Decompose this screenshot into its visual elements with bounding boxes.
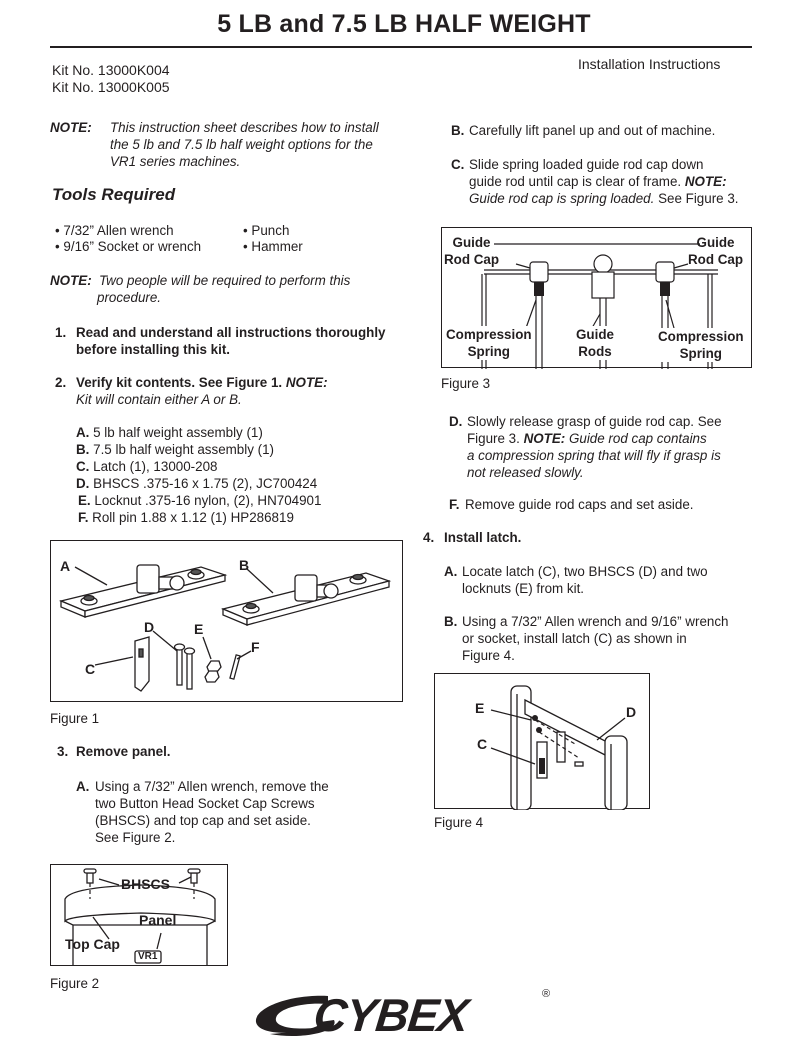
- step3-c-letter: C.: [451, 157, 465, 172]
- note1-line: VR1 series machines.: [110, 154, 241, 169]
- content-item: E. Locknut .375-16 nylon, (2), HN704901: [78, 493, 322, 508]
- registered-mark: ®: [542, 988, 551, 1000]
- fig3-label-guide-rods: Guide Rods: [576, 327, 614, 359]
- step3-d-line: a compression spring that will fly if grasp is: [467, 448, 721, 463]
- figure-1-caption: Figure 1: [50, 711, 100, 726]
- note2-line: procedure.: [97, 290, 162, 305]
- fig3-label-guide-rod-cap-right: Guide Rod Cap: [688, 235, 744, 267]
- step1-line: before installing this kit.: [76, 342, 231, 357]
- figure-1: [50, 540, 403, 702]
- fig2-label-top-cap: Top Cap: [65, 936, 120, 952]
- fig4-label-e: E: [475, 700, 485, 716]
- page-title: 5 LB and 7.5 LB HALF WEIGHT: [217, 10, 591, 38]
- content-item: D. BHSCS .375-16 x 1.75 (2), JC700424: [76, 476, 318, 491]
- step3-c-line: Slide spring loaded guide rod cap down: [469, 157, 704, 172]
- fig4-label-d: D: [626, 704, 637, 720]
- cybex-logo: [250, 988, 560, 1042]
- fig1-label-e: E: [194, 621, 204, 637]
- step4-a-line: Locate latch (C), two BHSCS (D) and two: [462, 564, 708, 579]
- step3-b-letter: B.: [451, 123, 465, 138]
- step3-d-line: not released slowly.: [467, 465, 584, 480]
- step3-a-line: Using a 7/32” Allen wrench, remove the: [95, 779, 329, 794]
- content-item: B. 7.5 lb half weight assembly (1): [76, 442, 274, 457]
- step1-line: Read and understand all instructions thoroughly: [76, 325, 386, 340]
- fig1-label-d: D: [144, 619, 155, 635]
- step3-a-line: (BHSCS) and top cap and set aside.: [95, 813, 311, 828]
- step4-text: Install latch.: [444, 530, 522, 545]
- kit-number-2: Kit No. 13000K005: [52, 79, 170, 95]
- note1-label: NOTE:: [50, 120, 92, 135]
- title-rule: [50, 46, 752, 48]
- step3-a-letter: A.: [76, 779, 90, 794]
- note2-line: Two people will be required to perform this: [99, 273, 351, 288]
- fig1-label-a: A: [60, 558, 71, 574]
- fig1-label-f: F: [251, 639, 260, 655]
- doc-type: Installation Instructions: [578, 56, 721, 72]
- step3-a-line: two Button Head Socket Cap Screws: [95, 796, 315, 811]
- figure-3: [441, 227, 752, 368]
- step2-number: 2.: [55, 375, 67, 390]
- step3-number: 3.: [57, 744, 69, 759]
- figure-2-caption: Figure 2: [50, 976, 100, 991]
- note2-label: NOTE:: [50, 273, 92, 288]
- brand-name: CYBEX: [311, 989, 471, 1041]
- fig2-label-bhscs: BHSCS: [121, 876, 171, 892]
- step4-number: 4.: [423, 530, 435, 545]
- step3-text: Remove panel.: [76, 744, 171, 759]
- figure-3-caption: Figure 3: [441, 376, 491, 391]
- figure-4: [434, 673, 650, 809]
- figure-4-caption: Figure 4: [434, 815, 484, 830]
- fig2-vr1-badge: VR1: [138, 951, 158, 962]
- fig3-label-compression-spring-left: Compression Spring: [446, 327, 532, 359]
- step3-f-letter: F.: [449, 497, 460, 512]
- step3-a-line: See Figure 2.: [95, 830, 176, 845]
- fig1-label-b: B: [239, 557, 250, 573]
- fig3-label-guide-rod-cap-left: Guide Rod Cap: [444, 235, 500, 267]
- kit-number-1: Kit No. 13000K004: [52, 62, 170, 78]
- step3-d-letter: D.: [449, 414, 463, 429]
- content-item: F. Roll pin 1.88 x 1.12 (1) HP286819: [78, 510, 294, 525]
- figure-1-illustration: [51, 541, 404, 703]
- step2-italic: Kit will contain either A or B.: [76, 392, 242, 407]
- step3-f-text: Remove guide rod caps and set aside.: [465, 497, 694, 512]
- step3-c-line: guide rod until cap is clear of frame. NOTE:: [469, 174, 727, 189]
- tool-item: • Punch: [243, 223, 290, 238]
- step2-text: Verify kit contents. See Figure 1. NOTE:: [76, 375, 328, 390]
- step4-b-line: or socket, install latch (C) as shown in: [462, 631, 687, 646]
- tool-item: • Hammer: [243, 239, 303, 254]
- fig1-label-c: C: [85, 661, 96, 677]
- step4-b-letter: B.: [444, 614, 458, 629]
- content-item: C. Latch (1), 13000-208: [76, 459, 218, 474]
- step3-d-line: Slowly release grasp of guide rod cap. See: [467, 414, 722, 429]
- note1-line: This instruction sheet describes how to install: [110, 120, 379, 135]
- step3-b-text: Carefully lift panel up and out of machine.: [469, 123, 716, 138]
- tool-item: • 9/16” Socket or wrench: [55, 239, 202, 254]
- step4-a-line: locknuts (E) from kit.: [462, 581, 585, 596]
- step4-a-letter: A.: [444, 564, 458, 579]
- step3-d-line: Figure 3. NOTE: Guide rod cap contains: [467, 431, 707, 446]
- fig2-label-panel: Panel: [139, 912, 177, 928]
- tools-heading: Tools Required: [52, 185, 176, 204]
- step4-b-line: Figure 4.: [462, 648, 515, 663]
- note1-line: the 5 lb and 7.5 lb half weight options for the: [110, 137, 373, 152]
- tool-item: • 7/32” Allen wrench: [55, 223, 174, 238]
- figure-4-illustration: [435, 674, 651, 810]
- step3-c-line: Guide rod cap is spring loaded. See Figure 3.: [469, 191, 739, 206]
- content-item: A. 5 lb half weight assembly (1): [76, 425, 263, 440]
- step1-number: 1.: [55, 325, 67, 340]
- fig4-label-c: C: [477, 736, 488, 752]
- figure-2: [50, 864, 228, 966]
- fig3-label-compression-spring-right: Compression Spring: [658, 329, 744, 361]
- step4-b-line: Using a 7/32” Allen wrench and 9/16” wrench: [462, 614, 729, 629]
